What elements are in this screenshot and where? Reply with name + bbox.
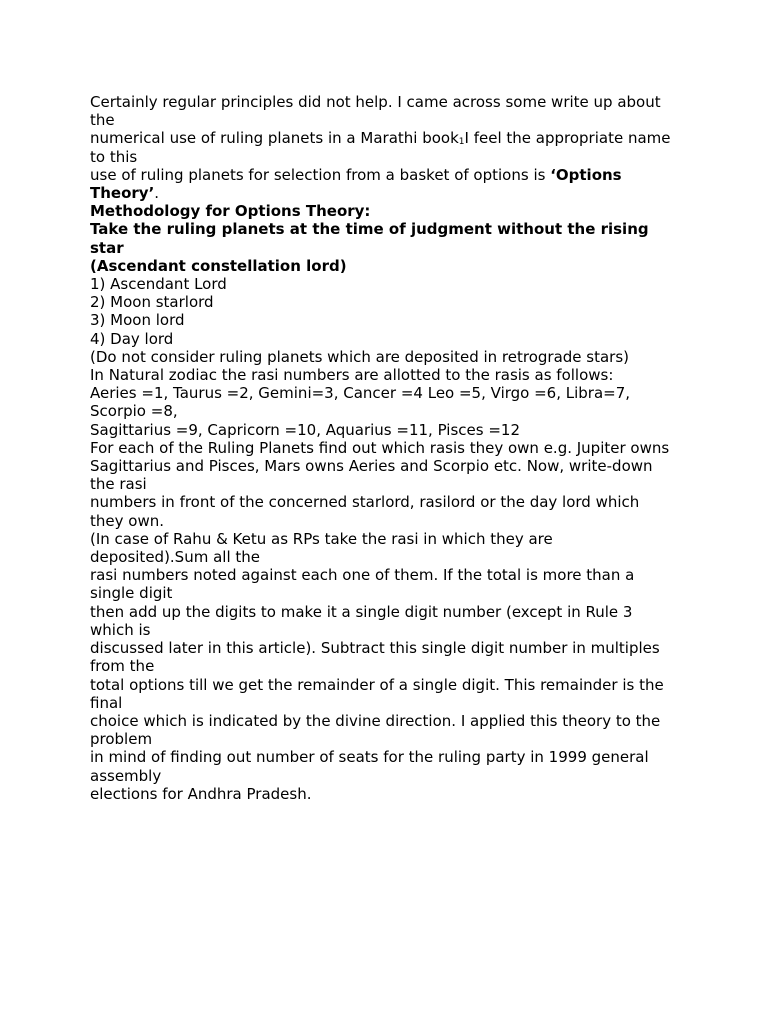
line-text: Sagittarius =9, Capricorn =10, Aquarius =11, Pisces =12: [90, 420, 520, 439]
text-line: [90, 366, 680, 384]
line-text: Methodology for Options Theory:: [90, 202, 371, 221]
line-text: 1) Ascendant Lord: [90, 275, 227, 294]
line-text: final: [90, 693, 123, 712]
line-text: in mind of finding out number of seats for the ruling party in 1999 general: [90, 748, 649, 767]
line-text: rasi numbers noted against each one of them. If the total is more than a: [90, 566, 635, 585]
line-text: use of ruling planets for selection from a basket of options is: [90, 165, 551, 184]
line-text: from the: [90, 657, 155, 676]
text-line: [90, 166, 680, 184]
text-line: [90, 148, 680, 166]
line-text: discussed later in this article). Subtract this single digit number in multiples: [90, 639, 660, 658]
text-line: [90, 129, 680, 147]
line-text: numerical use of ruling planets in a Marathi book: [90, 129, 459, 148]
text-line: [90, 657, 680, 675]
text-line: [90, 603, 680, 621]
text-line: [90, 548, 680, 566]
line-text: to this: [90, 147, 138, 166]
text-line: [90, 457, 680, 475]
text-line: [90, 202, 680, 220]
text-line: [90, 184, 680, 202]
text-line: [90, 275, 680, 293]
text-line: [90, 785, 680, 803]
text-line: [90, 712, 680, 730]
line-tail-text: .: [154, 184, 160, 203]
text-line: [90, 93, 680, 111]
text-line: [90, 439, 680, 457]
emphasis-text: ‘Options: [550, 165, 622, 184]
text-line: [90, 293, 680, 311]
text-line: [90, 111, 680, 129]
text-line: [90, 730, 680, 748]
line-text: single digit: [90, 584, 173, 603]
text-line: [90, 384, 680, 402]
text-line: [90, 421, 680, 439]
text-line: [90, 493, 680, 511]
text-line: [90, 402, 680, 420]
line-text: (In case of Rahu & Ketu as RPs take the rasi in which they are: [90, 529, 553, 548]
text-line: [90, 330, 680, 348]
line-text: the rasi: [90, 475, 147, 494]
line-text: For each of the Ruling Planets find out which rasis they own e.g. Jupiter owns: [90, 438, 670, 457]
text-line: [90, 220, 680, 238]
line-text: 2) Moon starlord: [90, 293, 214, 312]
text-line: [90, 475, 680, 493]
line-text: the: [90, 111, 115, 130]
line-text: which is: [90, 620, 151, 639]
footnote-ref: 1: [458, 137, 465, 148]
text-line: [90, 621, 680, 639]
document-body: [90, 93, 680, 803]
line-text: (Ascendant constellation lord): [90, 256, 347, 275]
line-text: 4) Day lord: [90, 329, 174, 348]
line-text: choice which is indicated by the divine direction. I applied this theory to the: [90, 711, 661, 730]
text-line: [90, 530, 680, 548]
line-text: Take the ruling planets at the time of judgment without the rising: [90, 220, 649, 239]
text-line: [90, 767, 680, 785]
line-text: numbers in front of the concerned starlord, rasilord or the day lord which: [90, 493, 640, 512]
text-line: [90, 748, 680, 766]
line-text: 3) Moon lord: [90, 311, 185, 330]
line-tail-text: I feel the appropriate name: [464, 129, 671, 148]
line-text: problem: [90, 730, 153, 749]
text-line: [90, 257, 680, 275]
line-text: Scorpio =8,: [90, 402, 178, 421]
text-line: [90, 694, 680, 712]
text-line: [90, 639, 680, 657]
text-line: [90, 239, 680, 257]
line-text: assembly: [90, 766, 162, 785]
line-text: (Do not consider ruling planets which are deposited in retrograde stars): [90, 347, 630, 366]
text-line: [90, 676, 680, 694]
line-text: In Natural zodiac the rasi numbers are allotted to the rasis as follows:: [90, 366, 614, 385]
text-line: [90, 566, 680, 584]
line-text: Sagittarius and Pisces, Mars owns Aeries and Scorpio etc. Now, write-down: [90, 457, 653, 476]
line-text: deposited).Sum all the: [90, 548, 261, 567]
line-text: elections for Andhra Pradesh.: [90, 784, 312, 803]
line-text: Certainly regular principles did not help. I came across some write up about: [90, 93, 661, 111]
text-line: [90, 311, 680, 329]
text-line: [90, 512, 680, 530]
line-text: Theory’: [90, 184, 155, 203]
line-text: star: [90, 238, 124, 257]
text-line: [90, 584, 680, 602]
line-text: then add up the digits to make it a single digit number (except in Rule 3: [90, 602, 633, 621]
line-text: they own.: [90, 511, 164, 530]
line-text: total options till we get the remainder of a single digit. This remainder is the: [90, 675, 664, 694]
line-text: Aeries =1, Taurus =2, Gemini=3, Cancer =4 Leo =5, Virgo =6, Libra=7,: [90, 384, 631, 403]
text-line: [90, 348, 680, 366]
